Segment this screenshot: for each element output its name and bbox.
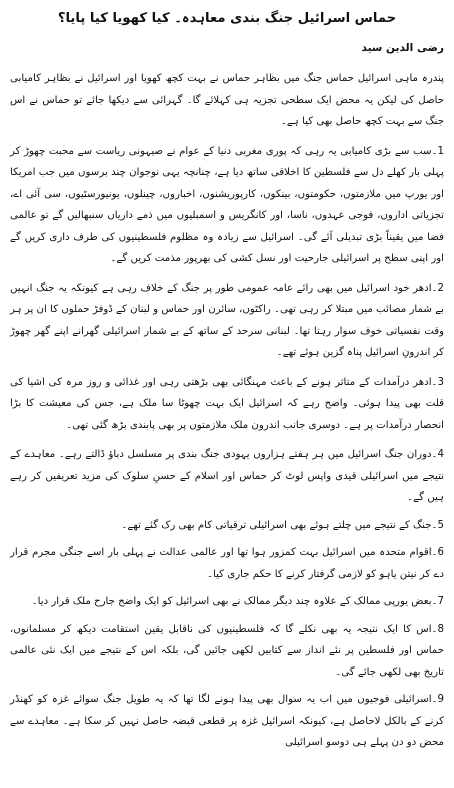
point-1: 1۔سب سے بڑی کامیابی یہ رہی کہ پوری مغربی دنیا کے عوام نے صیہونی ریاست سے محبت چھوڑ کر پہلی بار کھلے دل سے فلسطین کا اخلاقی ساتھ دیا ہے، چنانچہ یہی نوجوان چند برسوں میں جب امریکا اور یورپ میں ملازمتوں، حکومتوں، بینکوں، کارپوریشنوں، اخباروں، چینلوں، یونیورسٹیوں، سی آئی اے، تجزیاتی اداروں، فوجی عہدوں، ناسا، اور کانگریس و اسمبلیوں میں ذمے داریاں سنبھالیں گے تو عالمی فضا میں یقیناً بڑی تبدیلی آئے گی۔ اسرائیل سے زیادہ وہ مظلوم فلسطینیوں کی طرف داری کریں گے اور اپنی سطح پر اسرائیلی جارحیت اور نسل کشی کی بھرپور مذمت کریں گے۔ [10, 145, 444, 264]
point-8: 8۔اس کا ایک نتیجہ یہ بھی نکلے گا کہ فلسطینیوں کی ناقابل یقین استقامت دیکھ کر مسلمانوں، حماس اور فلسطین پر نئے انداز سے کتابیں لکھی جائیں گی، بلکہ اس کے نتیجے میں ایک نئی عالمی تاریخ بھی لکھی جائے گی۔ [10, 623, 444, 678]
point-4: 4۔دوران جنگ اسرائیل میں ہر ہفتے ہزاروں یہودی جنگ بندی پر مسلسل دباؤ ڈالتے رہے۔ معاہدے کے نتیجے میں اسرائیلی قیدی واپس لوٹ کر حماس اور اسلام کے حسنِ سلوک کی مزید تعریفیں کر رہے ہیں گے۔ [10, 449, 444, 503]
point-2: 2۔ادھر خود اسرائیل میں بھی رائے عامہ عمومی طور پر جنگ کے خلاف رہی ہے کیونکہ یہ جنگ انہیں بے شمار مصائب میں مبتلا کر رہی تھی۔ راکٹوں، سائرن اور حماس و لبنان کے ڈوفڑ حملوں کا ان پر ہر وقت نفسیاتی خوف سوار رہتا تھا۔ لبنانی سرحد کے ساتھ کے بے شمار اسرائیلی گھرانے اپنے گھر چھوڑ کر اندرونِ اسرائیل پناہ گزین ہوئے تھے۔ [10, 282, 444, 358]
point-9: 9۔اسرائیلی فوجیوں میں اب یہ سوال بھی پیدا ہونے لگا تھا کہ یہ طویل جنگ سوائے غزہ کو کھنڈر کرنے کے بالکل لاحاصل ہے، کیونکہ اسرائیل غزہ پر قطعی قبضہ حاصل نہیں کر سکا ہے۔ معاہدے سے محض دو دن پہلے ہی دوسو اسرائیلی [10, 694, 444, 748]
point-6: 6۔اقوام متحدہ میں اسرائیل بہت کمزور ہوا تھا اور عالمی عدالت نے پہلی بار اسے جنگی مجرم قرار دے کر نیتن یاہو کو لازمی گرفتار کرنے کا حکم جاری کیا۔ [10, 547, 444, 580]
point-3: 3۔ادھر درآمدات کے متاثر ہونے کے باعث مہنگائی بھی بڑھتی رہی اور غذائی و روز مرہ کی اشیا کی قلت بھی پیدا ہوئی۔ واضح رہے کہ اسرائیل ایک بہت چھوٹا سا ملک ہے، جس کی معیشت کا بڑا انحصار درآمدات پر ہے۔ دوسری جانب اندرون ملک ملازمتوں پر بھی پابندی بڑھ گئی تھی۔ [10, 376, 444, 431]
author-name: رضی الدین سید [361, 42, 444, 54]
intro-paragraph: پندرہ ماہی اسرائیل حماس جنگ میں بظاہر حماس نے بہت کچھ کھویا اور اسرائیل نے بظاہر کامیابی حاصل کی لیکن یہ محض ایک سطحی تجزیہ ہی کہلائے گا۔ گہرائی سے دیکھا جائے تو حماس نے اس جنگ سے بہت کچھ حاصل بھی کیا ہے۔ [10, 73, 444, 127]
point-7: 7۔بعض یورپی ممالک کے علاوہ چند دیگر ممالک نے بھی اسرائیل کو ایک واضح جارح ملک قرار دیا۔ [31, 596, 444, 607]
article-title: حماس اسرائیل جنگ بندی معاہدہ۔ کیا کھویا کیا پایا؟ [57, 11, 397, 26]
point-5: 5۔جنگ کے نتیجے میں چلتے ہوئے بھی اسرائیلی ترقیاتی کام بھی رک گئے تھے۔ [121, 519, 444, 531]
